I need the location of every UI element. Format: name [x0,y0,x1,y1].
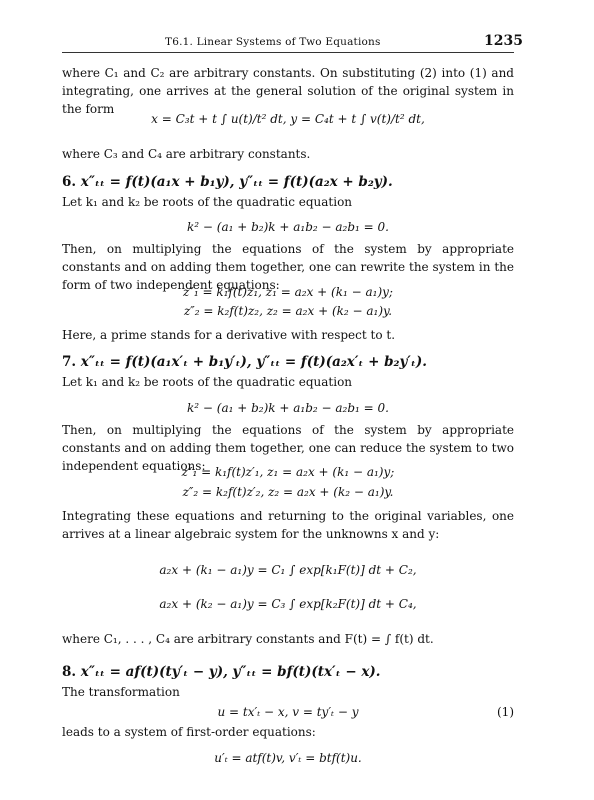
equation-number: (1) [497,705,514,719]
paragraph-first-order: leads to a system of first-order equations: [62,725,316,739]
equation-quadratic-6: k² − (a₁ + b₂)k + a₁b₂ − a₂b₁ = 0. [187,220,389,234]
section-7-number: 7. [62,354,77,370]
paragraph-transformation: The transformation [62,685,180,699]
section-8-heading [62,664,514,680]
equation-z2-6: z″₂ = k₂f(t)z₂, z₂ = a₂x + (k₂ − a₁)y. [183,304,393,318]
equation-z2-7: z″₂ = k₂f(t)z′₂, z₂ = a₂x + (k₂ − a₁)y. [182,485,394,499]
paragraph-roots-intro-7: Let k₁ and k₂ be roots of the quadratic equation [62,375,353,389]
paragraph-prime-note: Here, a prime stands for a derivative with respect to t. [62,328,396,342]
paragraph-constants-c3-c4: where C₃ and C₄ are arbitrary constants. [62,147,311,161]
paragraph-integrating: Integrating these equations and returning to the original variables, one arrives at a linear algebraic system for the unknowns x and y: [62,509,514,541]
equation-quadratic-7: k² − (a₁ + b₂)k + a₁b₂ − a₂b₁ = 0. [187,401,389,415]
running-header-title: T6.1. Linear Systems of Two Equations [165,36,381,48]
equation-linear-system-2: a₂x + (k₂ − a₁)y = C₃ ∫ exp[k₂F(t)] dt + C₄, [159,597,417,611]
equation-linear-system-1: a₂x + (k₁ − a₁)y = C₁ ∫ exp[k₁F(t)] dt + C₂, [159,563,417,577]
header-rule [62,52,514,53]
equation-transformation [62,703,514,721]
paragraph-reduce-system: Then, on multiplying the equations of the system by appropriate constants and on adding them together, one can reduce the system to two independent equations: [62,423,514,473]
paragraph-roots-intro-6: Let k₁ and k₂ be roots of the quadratic equation [62,195,353,209]
equation-z1-7: z″₁ = k₁f(t)z′₁, z₁ = a₂x + (k₁ − a₁)y; [181,465,395,479]
section-6-equation: x″ₜₜ = f(t)(a₁x + b₁y), y″ₜₜ = f(t)(a₂x + b₂y). [80,174,393,190]
section-7-heading [62,354,514,370]
page-number: 1235 [484,33,523,49]
equation-general-solution: x = C₃t + t ∫ u(t)/t² dt, y = C₄t + t ∫ v(t)/t² dt, [151,112,425,126]
paragraph-general-solution-intro: where C₁ and C₂ are arbitrary constants. On substituting (2) into (1) and integrating, one arrives at the general solution of the original system in the form [62,66,514,116]
equation-transformation-body: u = tx′ₜ − x, v = ty′ₜ − y [217,705,359,719]
section-8-equation: x″ₜₜ = af(t)(ty′ₜ − y), y″ₜₜ = bf(t)(tx′ₜ − x). [80,664,381,680]
paragraph-rewrite-system: Then, on multiplying the equations of the system by appropriate constants and on adding them together, one can rewrite the system in the form of two independent equations: [62,242,514,292]
section-8-number: 8. [62,664,77,680]
section-7-equation: x″ₜₜ = f(t)(a₁x′ₜ + b₁y′ₜ), y″ₜₜ = f(t)(a₂x′ₜ + b₂y′ₜ). [80,354,427,370]
section-6-heading [62,174,514,190]
equation-first-order-system: u′ₜ = atf(t)v, v′ₜ = btf(t)u. [214,751,362,765]
paragraph-constants-f: where C₁, . . . , C₄ are arbitrary constants and F(t) = ∫ f(t) dt. [62,632,434,646]
equation-z1-6: z″₁ = k₁f(t)z₁, z₁ = a₂x + (k₁ − a₁)y; [183,285,393,299]
section-6-number: 6. [62,174,77,190]
